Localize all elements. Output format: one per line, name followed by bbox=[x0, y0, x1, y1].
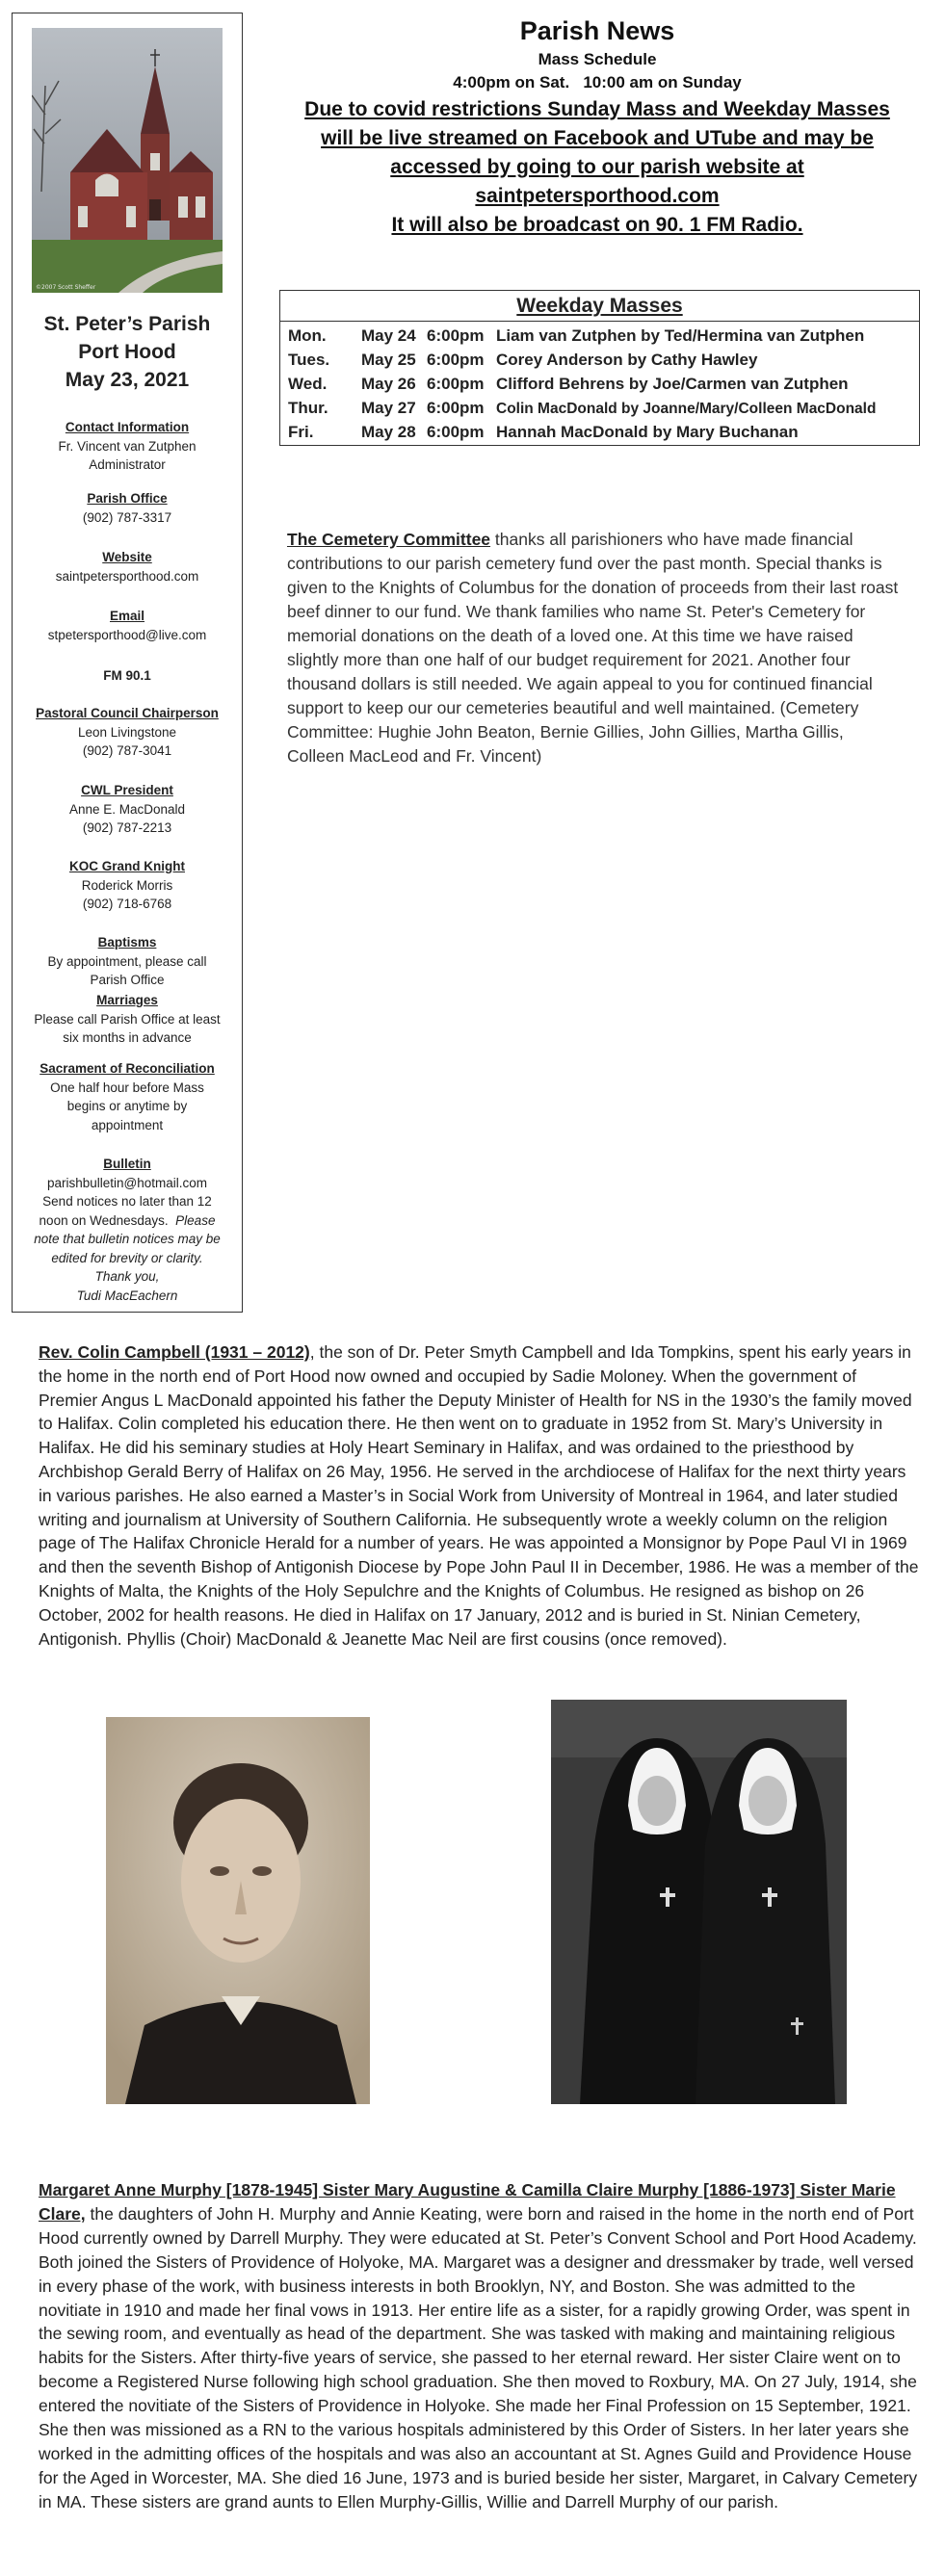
covid-notice-line3: accessed by going to our parish website at bbox=[390, 156, 804, 178]
mass-day: Tues. bbox=[288, 351, 330, 369]
mass-day: Mon. bbox=[288, 326, 327, 345]
website-section bbox=[13, 548, 242, 585]
contact-section bbox=[13, 418, 242, 475]
mass-day: Thur. bbox=[288, 399, 328, 417]
bulletin-section bbox=[13, 1155, 242, 1305]
bulletin-line2-italic: Please bbox=[175, 1212, 216, 1228]
mass-date: May 26 bbox=[361, 375, 416, 393]
bulletin-line1: Send notices no later than 12 bbox=[42, 1194, 212, 1209]
website-heading: Website bbox=[102, 550, 152, 564]
reconciliation-section bbox=[13, 1059, 242, 1134]
bulletin-line4: edited for brevity or clarity. bbox=[51, 1250, 203, 1265]
covid-notice-line2: will be live streamed on Facebook and UTube and may be bbox=[321, 127, 874, 149]
bulletin-line2-plain: noon on Wednesdays. bbox=[39, 1212, 169, 1228]
svg-text:©2007 Scott Sheffer: ©2007 Scott Sheffer bbox=[36, 284, 96, 291]
office-heading: Parish Office bbox=[87, 491, 168, 506]
mass-row bbox=[288, 348, 757, 372]
priest-portrait-photo bbox=[106, 1717, 370, 2104]
parish-name: St. Peter’s Parish bbox=[43, 313, 211, 335]
weekday-masses-table bbox=[279, 290, 920, 446]
sisters-photo bbox=[551, 1700, 847, 2104]
campbell-heading: Rev. Colin Campbell (1931 – 2012) bbox=[39, 1342, 310, 1362]
baptisms-line1: By appointment, please call bbox=[47, 953, 207, 969]
email-heading: Email bbox=[109, 609, 145, 623]
bulletin-email[interactable]: parishbulletin@hotmail.com bbox=[46, 1175, 208, 1190]
murphy-body: the daughters of John H. Murphy and Annie Keating, were born and raised in the home in the north end of Port Hood currently owned by Darrell Murphy. They were educated at St. Peter’s Convent School and Port Hood Academy. Both joined the Sisters of Providence of Holyoke, MA. Margaret was a designer and dressmaker by trade, well versed in every phase of the work, with business interests in both Brooklyn, NY, and Boston. She was admitted to the novitiate in 1910 and made her final vows in 1913. Her entire life as a sister, for a rapidly growing Order, was spent in the sewing room, and eventually as head of the department. She was tasked with making and maintaining religious habits for the Sisters. After thirty-five years of service, she passed to her eternal reward. Her sister Claire went on to become a Registered Nurse following high school graduation. She then moved to Roxbury, MA. On 27 July, 1914, she entered the novitiate of the Sisters of Providence in Holyoke. She made her Final Profession on 15 September, 1921. She then was missioned as a RN to the various hospitals administered by this Order of Sisters. In her later years she worked in the admitting offices of the hospitals and was also an accountant at St. Agnes Guild and Providence House for the Aged in Worcester, MA. She died 16 June, 1973 and is buried beside her sister, Margaret, in Calvary Cemetery in MA. These sisters are grand aunts to Ellen Murphy-Gillis, Willie and Darrell Murphy of our parish. bbox=[39, 2203, 918, 2511]
bulletin-line2 bbox=[13, 1211, 242, 1231]
covid-notice-line1: Due to covid restrictions Sunday Mass and Weekday Masses bbox=[304, 98, 890, 120]
campbell-biography bbox=[39, 1340, 920, 1651]
bulletin-line5: Thank you, bbox=[94, 1269, 160, 1284]
bulletin-date: May 23, 2021 bbox=[65, 369, 190, 391]
mass-row bbox=[288, 372, 849, 396]
baptisms-heading: Baptisms bbox=[97, 935, 157, 950]
mass-day: Wed. bbox=[288, 375, 328, 393]
mass-date: May 28 bbox=[361, 423, 416, 441]
murphy-sisters-biography bbox=[39, 2178, 920, 2514]
pastoral-name: Leon Livingstone bbox=[77, 724, 177, 740]
sidebar bbox=[12, 13, 243, 1313]
mass-row bbox=[288, 324, 864, 348]
pastoral-phone: (902) 787-3041 bbox=[82, 743, 172, 758]
mass-date: May 25 bbox=[361, 351, 416, 369]
page-title: Parish News bbox=[519, 16, 675, 45]
koc-heading: KOC Grand Knight bbox=[69, 859, 185, 873]
marriages-section bbox=[13, 991, 242, 1048]
contact-heading: Contact Information bbox=[65, 420, 190, 434]
mass-time: 6:00pm bbox=[427, 423, 485, 441]
mass-intention: Clifford Behrens by Joe/Carmen van Zutphen bbox=[496, 375, 849, 393]
mass-time: 6:00pm bbox=[427, 326, 485, 345]
cwl-name: Anne E. MacDonald bbox=[68, 801, 186, 817]
marriages-line2: six months in advance bbox=[63, 1030, 192, 1045]
baptisms-line2: Parish Office bbox=[90, 973, 165, 987]
weekday-masses-heading bbox=[280, 291, 919, 322]
murphy-heading: Margaret Anne Murphy [1878-1945] Sister Mary Augustine & Camilla Claire Murphy [1886-1973] Sister Marie Clare, bbox=[39, 2180, 896, 2224]
email-section bbox=[13, 607, 242, 644]
cemetery-committee-heading: The Cemetery Committee bbox=[287, 530, 491, 549]
campbell-body: , the son of Dr. Peter Smyth Campbell and Ida Tompkins, spent his early years in the home in the north end of Port Hood now owned and occupied by Sadie Moloney. When the government of Premier Angus L MacDonald appointed his father the Deputy Minister of Health for NS in the 1930’s the family moved to Halifax. Colin completed his education there. He then went on to graduate in 1952 from St. Mary’s University in Halifax. He did his seminary studies at Holy Heart Seminary in Halifax, and was ordained to the priesthood by Archbishop Gerald Berry of Halifax on 26 May, 1956. He served in the archdiocese of Halifax for the next thirty years in various parishes. He also earned a Master’s in Social Work from University of Montreal in 1964, and later studied writing and journalism at University of Southern California. He subsequently wrote a weekly column on the religion page of The Halifax Chronicle Herald for a number of years. He was appointed a Monsignor by Pope Paul VI in 1969 and then the seventh Bishop of Antigonish Diocese by Pope John Paul II in December, 1986. He was a member of the Knights of Malta, the Knights of the Holy Sepulchre and the Knights of Columbus. He resigned as bishop on 26 October, 2002 for health reasons. He died in Halifax on 17 January, 2012 and is buried in St. Ninian Cemetery, Antigonish. Phyllis (Choir) MacDonald & Jeanette Mac Neil are first cousins (once removed). bbox=[39, 1342, 919, 1649]
cwl-section bbox=[13, 781, 242, 838]
cemetery-committee-body: thanks all parishioners who have made financial contributions to our parish cemetery fund over the past month. Special thanks is given to the Knights of Columbus for the donation of proceeds from their last roast beef dinner to our fund. We thank families who name St. Peter's Cemetery for memorial donations on the death of a loved one. At this time we have raised slightly more than one half of our budget requirement for 2021. Another four thousand dollars is still needed. We again appeal to you for continued financial support to keep our our cemeteries beautiful and well maintained. (Cemetery Committee: Hughie John Beaton, Bernie Gillies, John Gillies, Martha Gillis, Colleen MacLeod and Fr. Vincent) bbox=[287, 530, 899, 766]
mass-date: May 27 bbox=[361, 399, 416, 417]
church-photo bbox=[32, 28, 223, 293]
reconciliation-line1: One half hour before Mass bbox=[50, 1080, 204, 1095]
office-phone: (902) 787-3317 bbox=[82, 509, 172, 525]
cwl-heading: CWL President bbox=[81, 783, 173, 797]
pastoral-section bbox=[13, 704, 242, 761]
weekday-masses-title: Weekday Masses bbox=[516, 295, 683, 317]
mass-row bbox=[288, 420, 799, 444]
koc-phone: (902) 718-6768 bbox=[82, 897, 172, 911]
mass-intention: Hannah MacDonald by Mary Buchanan bbox=[496, 423, 799, 441]
koc-section bbox=[13, 857, 242, 914]
reconciliation-line2: begins or anytime by bbox=[66, 1099, 188, 1113]
contact-name: Fr. Vincent van Zutphen bbox=[58, 438, 197, 454]
mass-day: Fri. bbox=[288, 423, 314, 441]
reconciliation-heading: Sacrament of Reconciliation bbox=[39, 1061, 215, 1076]
cemetery-committee-notice bbox=[287, 528, 904, 768]
baptisms-section bbox=[13, 933, 242, 990]
office-section bbox=[13, 489, 242, 527]
bulletin-heading: Bulletin bbox=[103, 1157, 151, 1171]
pastoral-heading: Pastoral Council Chairperson bbox=[36, 706, 219, 720]
mass-schedule-label: Mass Schedule bbox=[538, 50, 657, 68]
mass-time: 6:00pm bbox=[427, 351, 485, 369]
cwl-phone: (902) 787-2213 bbox=[82, 820, 172, 835]
mass-intention: Colin MacDonald by Joanne/Mary/Colleen MacDonald bbox=[496, 401, 877, 417]
mass-time: 6:00pm bbox=[427, 399, 485, 417]
bulletin-line3: note that bulletin notices may be bbox=[34, 1232, 221, 1246]
mass-intention: Corey Anderson by Cathy Hawley bbox=[496, 351, 758, 369]
bulletin-line6: Tudi MacEachern bbox=[76, 1288, 178, 1303]
radio-frequency: FM 90.1 bbox=[103, 668, 151, 683]
mass-row bbox=[288, 396, 876, 420]
email-link[interactable]: stpetersporthood@live.com bbox=[47, 627, 207, 642]
parish-location: Port Hood bbox=[78, 341, 176, 363]
mass-date: May 24 bbox=[361, 326, 416, 345]
covid-notice-website[interactable]: saintpetersporthood.com bbox=[475, 185, 720, 207]
marriages-line1: Please call Parish Office at least bbox=[34, 1011, 221, 1027]
mass-schedule-times: 4:00pm on Sat. 10:00 am on Sunday bbox=[453, 73, 742, 91]
website-link[interactable]: saintpetersporthood.com bbox=[55, 568, 199, 584]
mass-time: 6:00pm bbox=[427, 375, 485, 393]
reconciliation-line3: appointment bbox=[91, 1117, 164, 1132]
covid-notice-radio: It will also be broadcast on 90. 1 FM Radio. bbox=[391, 214, 803, 236]
mass-intention: Liam van Zutphen by Ted/Hermina van Zutphen bbox=[496, 326, 865, 345]
koc-name: Roderick Morris bbox=[81, 877, 173, 893]
marriages-heading: Marriages bbox=[96, 993, 158, 1007]
contact-role: Administrator bbox=[89, 457, 166, 472]
